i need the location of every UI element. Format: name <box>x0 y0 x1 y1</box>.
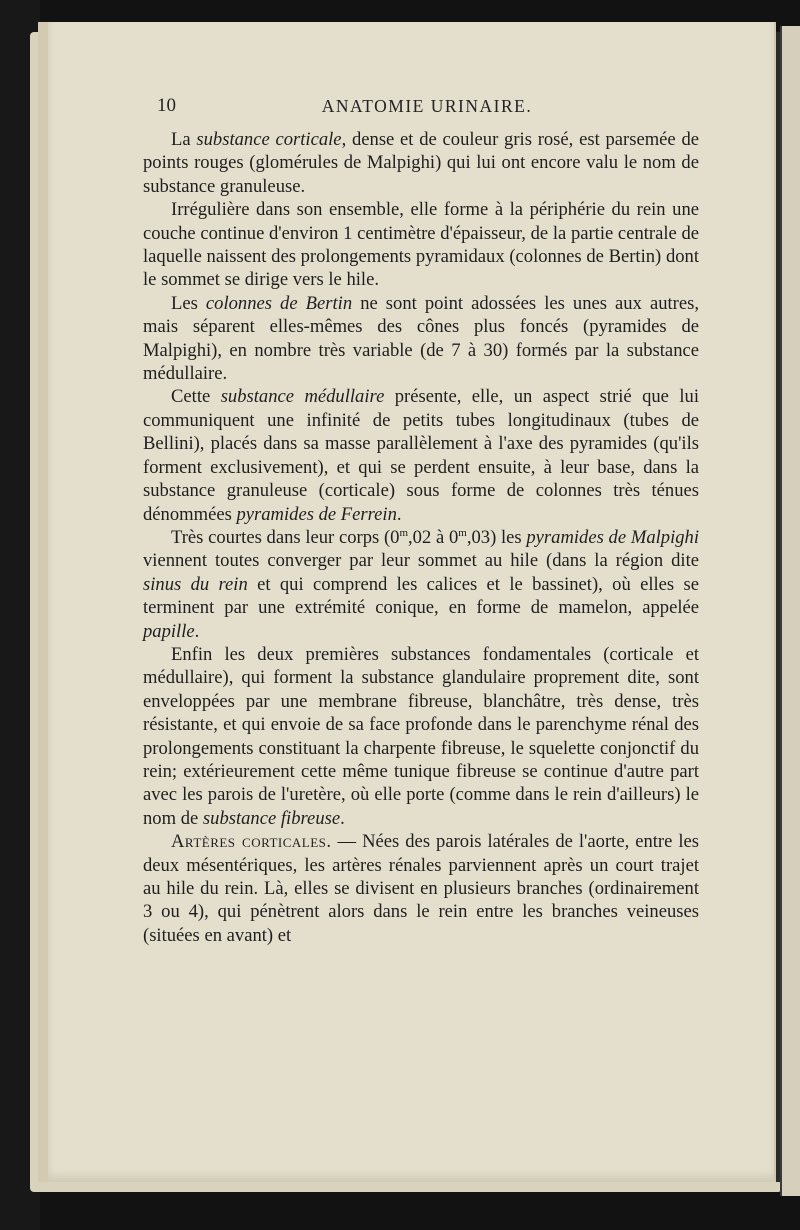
paragraph-corticale <box>143 128 699 198</box>
superscript: m <box>458 526 467 539</box>
text-run: . <box>194 620 200 642</box>
text-run: viennent toutes converger par leur sommet au hile (dans la région dite <box>143 550 699 572</box>
italic-term: sinus du rein <box>143 573 248 595</box>
text-run: présente, elle, un aspect strié que lui communiquent une infinité de petits tubes longitudinaux (tubes de Bellini), placés dans sa masse parallèlement à l'axe des pyramides (qu'ils forment exclusivement), et qui se perdent ensuite, à leur base, dans la substance granuleuse (corticale) sous forme de colonnes très ténues dénommées <box>143 386 699 525</box>
text-run: Très courtes dans leur corps (0 <box>171 526 400 548</box>
paragraph-colonnes <box>143 292 699 386</box>
paragraph-irreguliere <box>143 198 699 292</box>
text-run: Cette <box>171 386 221 408</box>
italic-term: pyramides de Malpighi <box>526 526 700 548</box>
italic-term: substance médullaire <box>220 386 385 408</box>
text-run: Enfin les deux premières substances fondamentales (corticale et médullaire), qui forment la substance glandulaire proprement dite, sont enveloppées par une membrane fibreuse, blanchâtre, très dense, très résistante, et qui envoie de sa face profonde dans le parenchyme rénal des prolongements constituant la charpente fibreuse, le squelette conjonctif du rein; extérieurement cette même tunique fibreuse se continue d'autre part avec les parois de l'uretère, où elle porte (comme dans le rein d'ailleurs) le nom de <box>143 643 699 829</box>
superscript: m <box>399 526 409 539</box>
text-run: Irrégulière dans son ensemble, elle forme à la périphérie du rein une couche continue d'environ 1 centimètre d'épaisseur, de la partie centrale de laquelle naissent des prolongements pyramidaux (colonnes de Bertin) dont le sommet se dirige vers le hile. <box>143 199 699 291</box>
paragraph-pyramides <box>143 526 699 643</box>
section-heading: Artères corticales. <box>171 831 332 853</box>
page-header <box>157 95 697 121</box>
text-run: . <box>340 807 345 829</box>
italic-term: papille <box>143 620 195 642</box>
page-number: 10 <box>157 95 176 116</box>
text-run: ,02 à 0 <box>408 526 459 548</box>
italic-term: pyramides de Ferrein <box>236 503 397 525</box>
body-text <box>143 128 699 947</box>
italic-term: colonnes de Bertin <box>205 292 353 314</box>
running-title: ANATOMIE URINAIRE. <box>321 96 533 116</box>
paragraph-medullaire <box>143 385 699 525</box>
text-run: . <box>396 503 402 525</box>
paragraph-enfin <box>143 643 699 830</box>
text-run: ne sont point adossées les unes aux autres, mais séparent elles-mêmes des cônes plus foncés (pyramides de Malpighi), en nombre très variable (de 7 à 30) formés par la substance médullaire. <box>143 292 700 385</box>
text-run: et qui comprend les calices et le bassinet), où elles se terminent par une extrémité conique, en forme de mamelon, appelée <box>143 573 699 619</box>
italic-term: substance fibreuse <box>202 807 341 829</box>
text-run: ,03) les <box>466 526 527 548</box>
text-run: , dense et de couleur gris rosé, est parsemée de points rouges (glomérules de Malpighi) qui lui ont encore valu le nom de substance granuleuse. <box>143 129 699 197</box>
italic-term: substance corticale <box>196 129 342 150</box>
text-run: — Nées des parois latérales de l'aorte, entre les deux mésentériques, les artères rénales parviennent après un court trajet au hile du rein. Là, elles se divisent en plusieurs branches (ordinairement 3 ou 4), qui pénètrent alors dans le rein entre les branches veineuses (situées en avant) et <box>143 831 699 946</box>
next-page-edge <box>780 26 800 1196</box>
text-run: La <box>171 129 197 150</box>
paragraph-arteres <box>143 830 699 947</box>
text-run: Les <box>171 292 206 314</box>
